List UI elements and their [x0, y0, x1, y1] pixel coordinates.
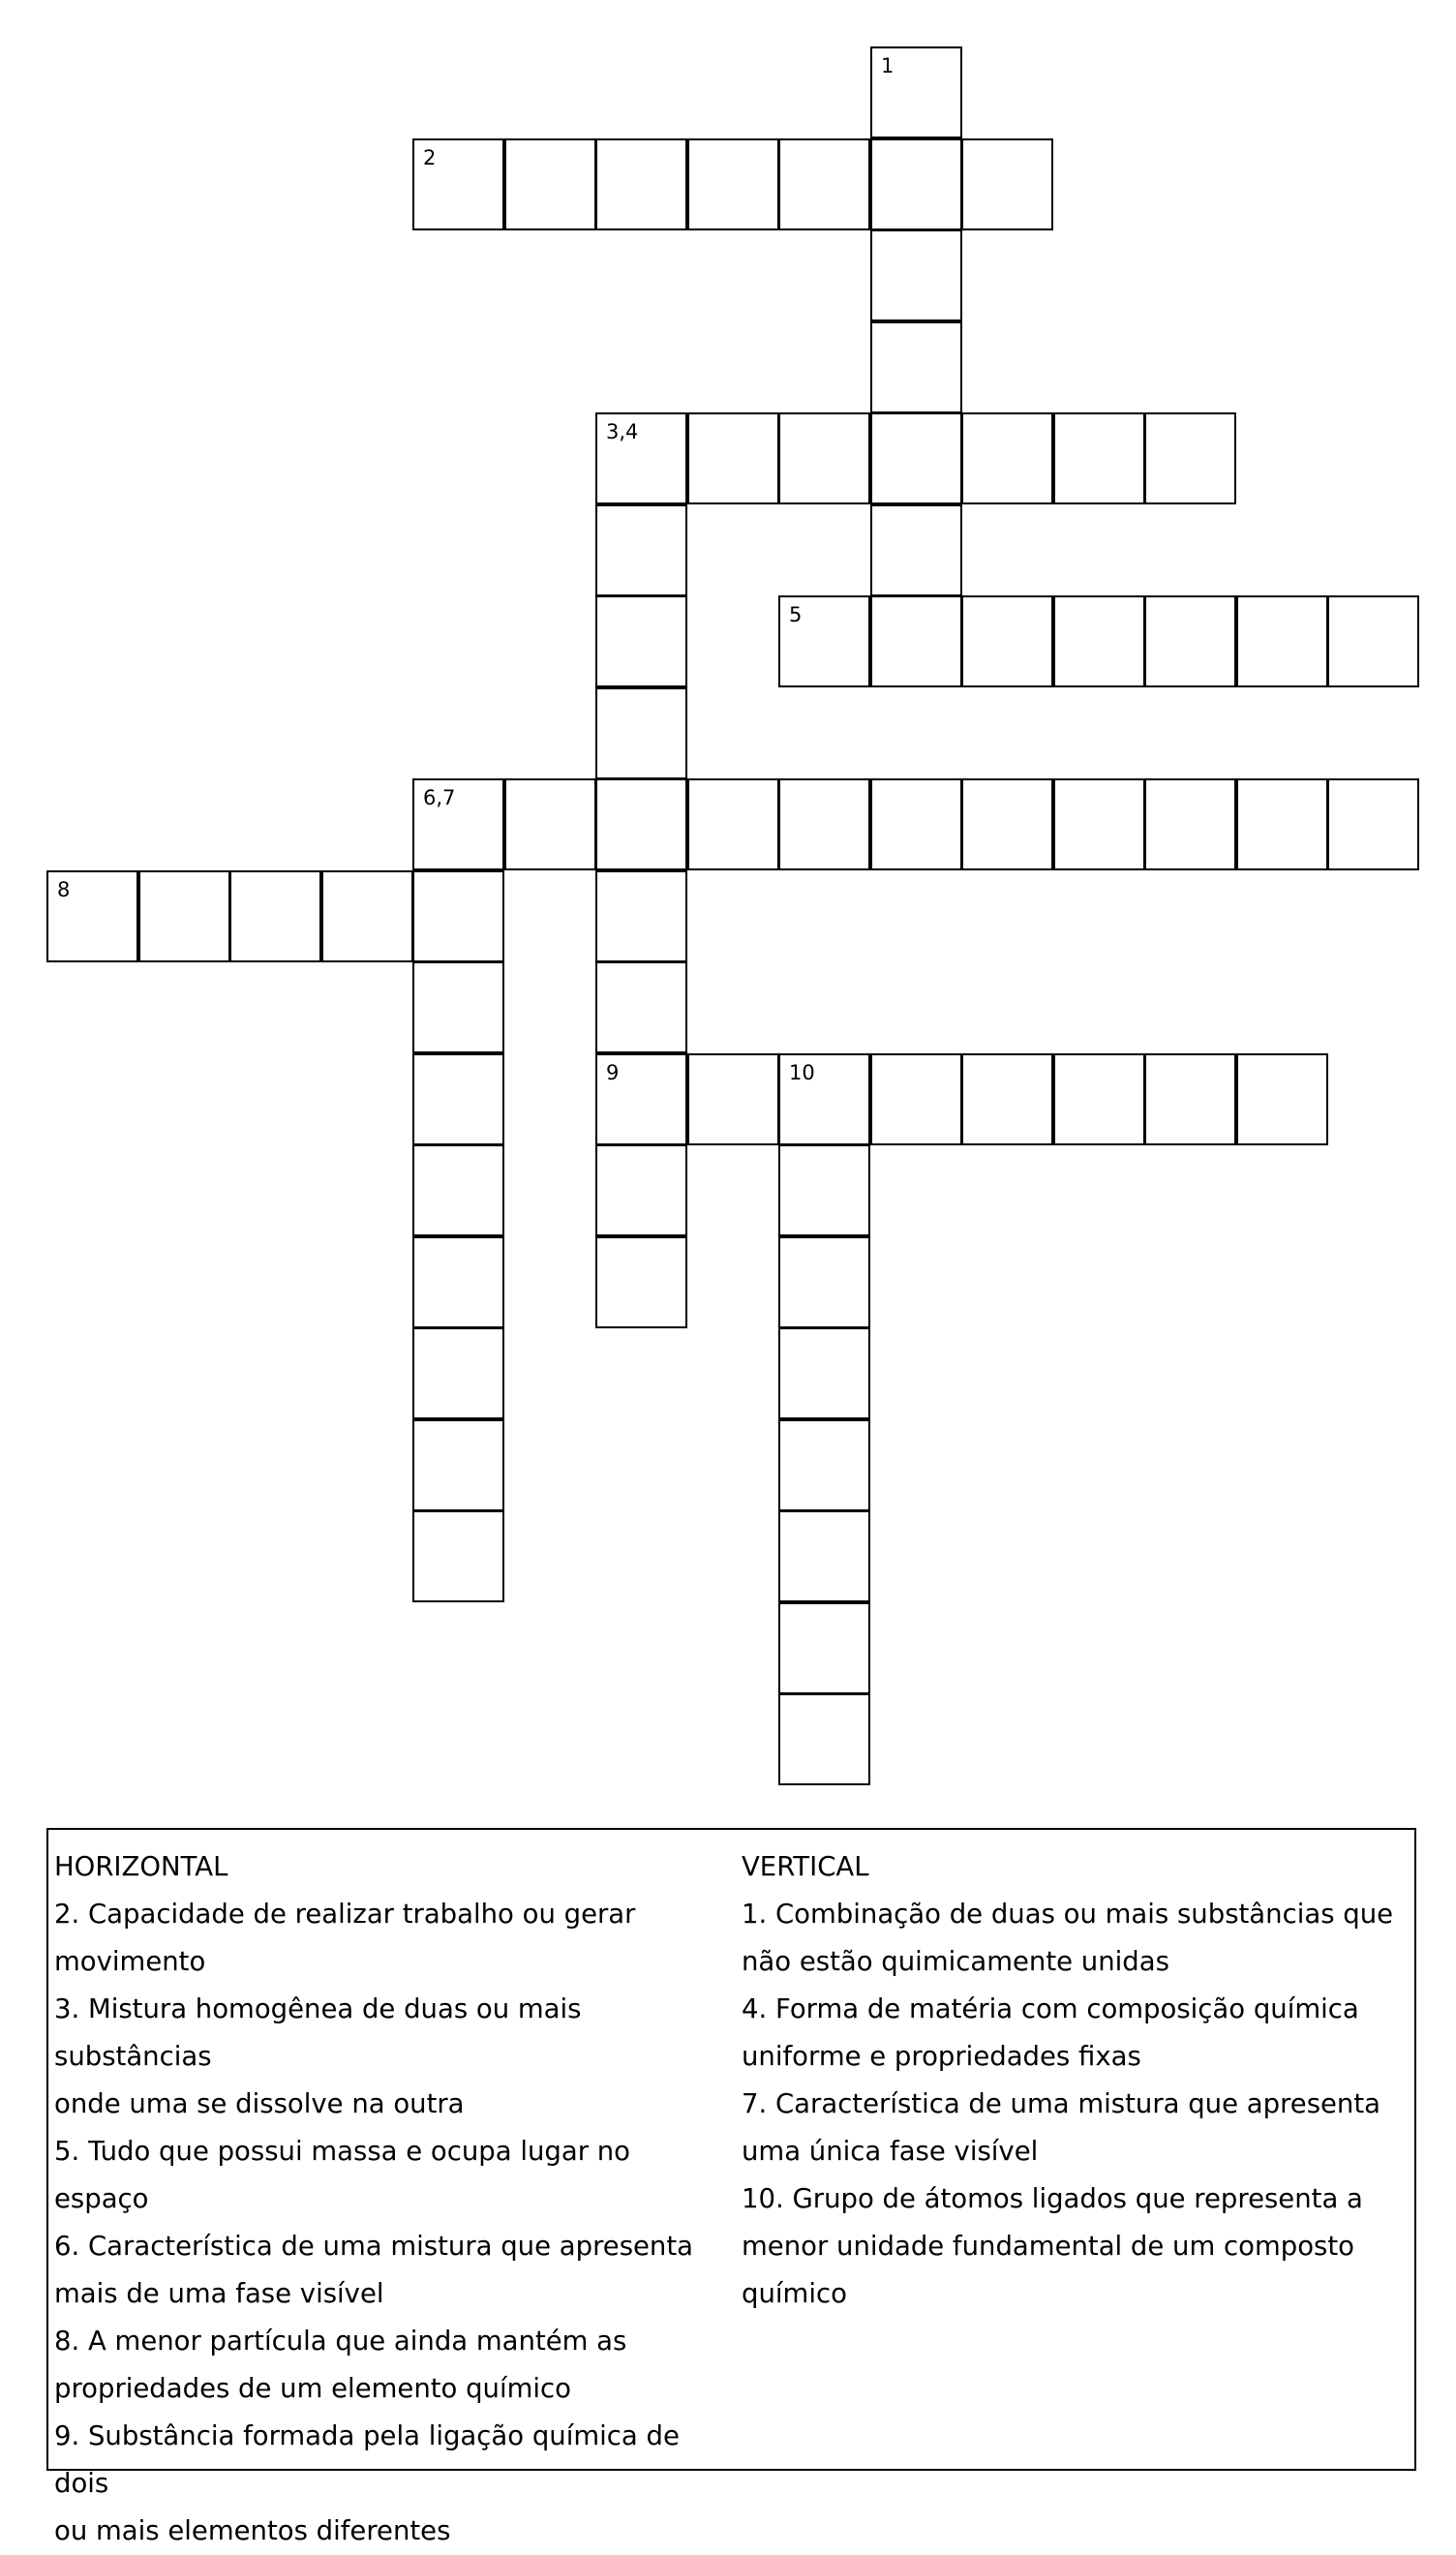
- clue-number: 5: [789, 603, 803, 626]
- crossword-cell[interactable]: [412, 1510, 504, 1602]
- clue-line: 7. Característica de uma mistura que apresenta: [742, 2088, 1380, 2119]
- crossword-cell[interactable]: [595, 595, 687, 687]
- crossword-cell[interactable]: [412, 778, 504, 870]
- crossword-cell[interactable]: [1327, 595, 1419, 687]
- crossword-cell[interactable]: [778, 1327, 870, 1419]
- clue-line: químico: [742, 2278, 847, 2309]
- crossword-cell[interactable]: [870, 504, 962, 596]
- clue-line: 8. A menor partícula que ainda mantém as: [54, 2326, 627, 2357]
- crossword-cell[interactable]: [961, 778, 1053, 870]
- crossword-cell[interactable]: [870, 778, 962, 870]
- crossword-cell[interactable]: [595, 870, 687, 962]
- crossword-cell[interactable]: [595, 961, 687, 1053]
- clue-line: uniforme e propriedades fixas: [742, 2041, 1141, 2072]
- crossword-cell[interactable]: [595, 138, 687, 230]
- vertical-heading: VERTICAL: [742, 1851, 869, 1882]
- crossword-cell[interactable]: [870, 595, 962, 687]
- crossword-cell[interactable]: [778, 1419, 870, 1511]
- clue-line: uma única fase visível: [742, 2136, 1039, 2167]
- crossword-cell[interactable]: [595, 687, 687, 779]
- crossword-cell[interactable]: [778, 778, 870, 870]
- crossword-cell[interactable]: [870, 229, 962, 321]
- clue-number: 3,4: [606, 420, 639, 443]
- clue-line: 5. Tudo que possui massa e ocupa lugar no espaço: [54, 2136, 630, 2214]
- crossword-cell[interactable]: [870, 321, 962, 413]
- crossword-cell[interactable]: [961, 412, 1053, 504]
- crossword-cell[interactable]: [778, 1144, 870, 1236]
- crossword-cell[interactable]: [504, 778, 596, 870]
- crossword-cell[interactable]: [321, 870, 413, 962]
- crossword-cell[interactable]: [870, 412, 962, 504]
- clue-line: ou mais elementos diferentes: [54, 2515, 451, 2546]
- crossword-cell[interactable]: [961, 1053, 1053, 1145]
- crossword-cell[interactable]: [778, 1053, 870, 1145]
- crossword-cell[interactable]: [138, 870, 230, 962]
- crossword-cell[interactable]: [778, 1510, 870, 1602]
- crossword-cell[interactable]: [1053, 412, 1145, 504]
- crossword-cell[interactable]: [778, 1236, 870, 1328]
- crossword-cell[interactable]: [595, 1144, 687, 1236]
- crossword-cell[interactable]: [412, 870, 504, 962]
- clue-line: 1. Combinação de duas ou mais substâncias que: [742, 1899, 1394, 1930]
- crossword-cell[interactable]: [1144, 595, 1236, 687]
- clue-number: 9: [606, 1061, 620, 1084]
- clue-number: 6,7: [423, 786, 456, 809]
- crossword-cell[interactable]: [412, 1236, 504, 1328]
- clue-line: 6. Característica de uma mistura que apresenta: [54, 2231, 693, 2262]
- clue-line: 9. Substância formada pela ligação química de dois: [54, 2420, 680, 2499]
- crossword-cell[interactable]: [778, 1602, 870, 1694]
- crossword-cell[interactable]: [687, 1053, 779, 1145]
- crossword-cell[interactable]: [778, 412, 870, 504]
- crossword-cell[interactable]: [778, 595, 870, 687]
- crossword-cell[interactable]: [595, 504, 687, 596]
- clue-line: 10. Grupo de átomos ligados que representa a: [742, 2183, 1363, 2214]
- crossword-cell[interactable]: [229, 870, 321, 962]
- crossword-cell[interactable]: [595, 778, 687, 870]
- crossword-cell[interactable]: [1236, 1053, 1328, 1145]
- crossword-cell[interactable]: [778, 138, 870, 230]
- crossword-cell[interactable]: [1144, 1053, 1236, 1145]
- clue-number: 1: [881, 54, 895, 77]
- crossword-cell[interactable]: [778, 1693, 870, 1785]
- crossword-cell[interactable]: [504, 138, 596, 230]
- crossword-cell[interactable]: [1144, 778, 1236, 870]
- clue-line: 3. Mistura homogênea de duas ou mais substâncias: [54, 1993, 582, 2072]
- crossword-cell[interactable]: [1236, 595, 1328, 687]
- horizontal-clues: [54, 1843, 732, 2555]
- crossword-cell[interactable]: [595, 1053, 687, 1145]
- crossword-cell[interactable]: [412, 1053, 504, 1145]
- clue-line: não estão quimicamente unidas: [742, 1946, 1169, 1977]
- crossword-cell[interactable]: [412, 961, 504, 1053]
- horizontal-heading: HORIZONTAL: [54, 1851, 228, 1882]
- crossword-cell[interactable]: [595, 1236, 687, 1328]
- crossword-cell[interactable]: [870, 1053, 962, 1145]
- crossword-cell[interactable]: [1053, 1053, 1145, 1145]
- clue-line: menor unidade fundamental de um composto: [742, 2231, 1354, 2262]
- clue-line: 2. Capacidade de realizar trabalho ou gerar: [54, 1899, 636, 1930]
- crossword-cell[interactable]: [1053, 778, 1145, 870]
- crossword-cell[interactable]: [412, 1327, 504, 1419]
- crossword-cell[interactable]: [46, 870, 138, 962]
- clue-number: 10: [789, 1061, 815, 1084]
- crossword-cell[interactable]: [1144, 412, 1236, 504]
- crossword-cell[interactable]: [687, 138, 779, 230]
- clue-number: 2: [423, 146, 437, 169]
- crossword-cell[interactable]: [595, 412, 687, 504]
- clues-panel: [46, 1828, 1416, 2546]
- crossword-cell[interactable]: [412, 138, 504, 230]
- crossword-cell[interactable]: [1327, 778, 1419, 870]
- clue-line: onde uma se dissolve na outra: [54, 2088, 465, 2119]
- clue-line: 4. Forma de matéria com composição química: [742, 1993, 1359, 2024]
- crossword-cell[interactable]: [687, 412, 779, 504]
- crossword-cell[interactable]: [1053, 595, 1145, 687]
- clue-line: propriedades de um elemento químico: [54, 2373, 571, 2404]
- crossword-cell[interactable]: [687, 778, 779, 870]
- crossword-cell[interactable]: [961, 595, 1053, 687]
- crossword-cell[interactable]: [961, 138, 1053, 230]
- clue-line: movimento: [54, 1946, 206, 1977]
- crossword-cell[interactable]: [412, 1419, 504, 1511]
- crossword-cell[interactable]: [870, 46, 962, 138]
- vertical-clues: [742, 1843, 1410, 2318]
- clue-number: 8: [57, 878, 71, 901]
- crossword-cell[interactable]: [870, 138, 962, 230]
- clue-line: mais de uma fase visível: [54, 2278, 384, 2309]
- crossword-cell[interactable]: [412, 1144, 504, 1236]
- crossword-cell[interactable]: [1236, 778, 1328, 870]
